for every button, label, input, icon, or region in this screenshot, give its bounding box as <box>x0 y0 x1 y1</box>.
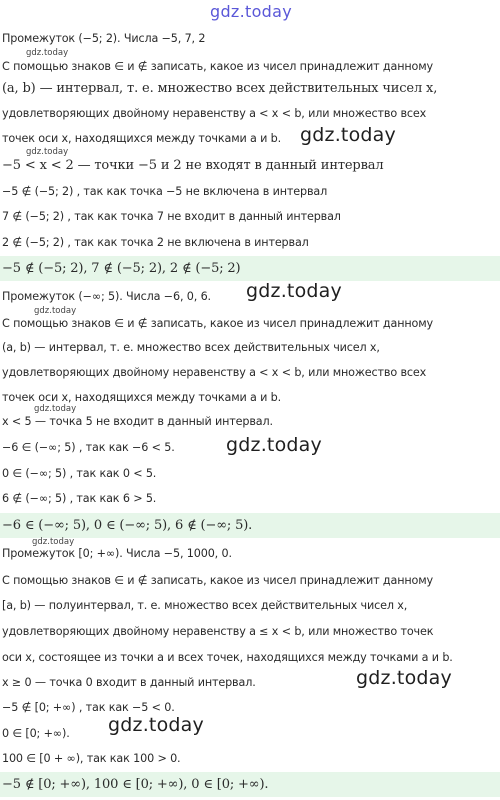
text-line: оси x, состоящее из точки a и всех точек, находящихся между точками a и b. <box>2 651 453 664</box>
text-line: (a, b) — интервал, т. е. множество всех действительных чисел x, <box>2 81 438 96</box>
text-line: −6 ∈ (−∞; 5) , так как −6 < 5. <box>2 441 175 454</box>
text-line: С помощью знаков ∈ и ∉ записать, какое из чисел принадлежит данному <box>2 317 434 330</box>
text-line: точек оси x, находящихся между точками a и b. <box>2 391 282 404</box>
watermark-small: gdz.today <box>34 404 77 414</box>
watermark-big: gdz.today <box>356 667 452 689</box>
answer-line: −5 ∉ (−5; 2), 7 ∉ (−5; 2), 2 ∉ (−5; 2) <box>0 256 500 281</box>
text-line: удовлетворяющих двойному неравенству a ≤ x < b, или множество точек <box>2 625 434 638</box>
watermark-big: gdz.today <box>246 280 342 302</box>
text-line: 7 ∉ (−5; 2) , так как точка 7 не входит в данный интервал <box>2 210 341 223</box>
text-line: −5 < x < 2 — точки −5 и 2 не входят в данный интервал <box>2 158 384 173</box>
text-line: 6 ∉ (−∞; 5) , так как 6 > 5. <box>2 492 157 505</box>
text-line: Промежуток [0; +∞). Числа −5, 1000, 0. <box>2 547 232 560</box>
text-line: x < 5 — точка 5 не входит в данный интервал. <box>2 415 273 428</box>
answer-line: −6 ∈ (−∞; 5), 0 ∈ (−∞; 5), 6 ∉ (−∞; 5). <box>0 513 500 538</box>
text-line: x ≥ 0 — точка 0 входит в данный интервал. <box>2 676 256 689</box>
site-watermark-top: gdz.today <box>210 2 292 21</box>
text-line: 100 ∈ [0 + ∞), так как 100 > 0. <box>2 752 181 765</box>
text-line: точек оси x, находящихся между точками a и b. <box>2 132 282 145</box>
watermark-small: gdz.today <box>34 306 77 316</box>
watermark-big: gdz.today <box>226 434 322 456</box>
text-line: С помощью знаков ∈ и ∉ записать, какое из чисел принадлежит данному <box>2 574 434 587</box>
text-line: удовлетворяющих двойному неравенству a < x < b, или множество всех <box>2 366 427 379</box>
text-line: удовлетворяющих двойному неравенству a < x < b, или множество всех <box>2 107 427 120</box>
text-line: −5 ∉ [0; +∞) , так как −5 < 0. <box>2 701 175 714</box>
text-line: 2 ∉ (−5; 2) , так как точка 2 не включена в интервал <box>2 236 309 249</box>
text-line: −5 ∉ (−5; 2) , так как точка −5 не включена в интервал <box>2 185 328 198</box>
text-line: Промежуток (−5; 2). Числа −5, 7, 2 <box>2 32 206 45</box>
watermark-big: gdz.today <box>108 714 204 736</box>
watermark-small: gdz.today <box>26 48 69 58</box>
answer-line: −5 ∉ [0; +∞), 100 ∈ [0; +∞), 0 ∈ [0; +∞). <box>0 772 500 797</box>
text-line: [a, b) — полуинтервал, т. е. множество всех действительных чисел x, <box>2 599 408 612</box>
text-line: (a, b) — интервал, т. е. множество всех действительных чисел x, <box>2 341 380 354</box>
text-line: 0 ∈ (−∞; 5) , так как 0 < 5. <box>2 467 157 480</box>
text-line: С помощью знаков ∈ и ∉ записать, какое из чисел принадлежит данному <box>2 60 434 73</box>
watermark-big: gdz.today <box>300 124 396 146</box>
text-line: Промежуток (−∞; 5). Числа −6, 0, 6. <box>2 290 211 303</box>
text-line: 0 ∈ [0; +∞). <box>2 727 70 740</box>
watermark-small: gdz.today <box>32 537 75 547</box>
watermark-small: gdz.today <box>26 147 69 157</box>
